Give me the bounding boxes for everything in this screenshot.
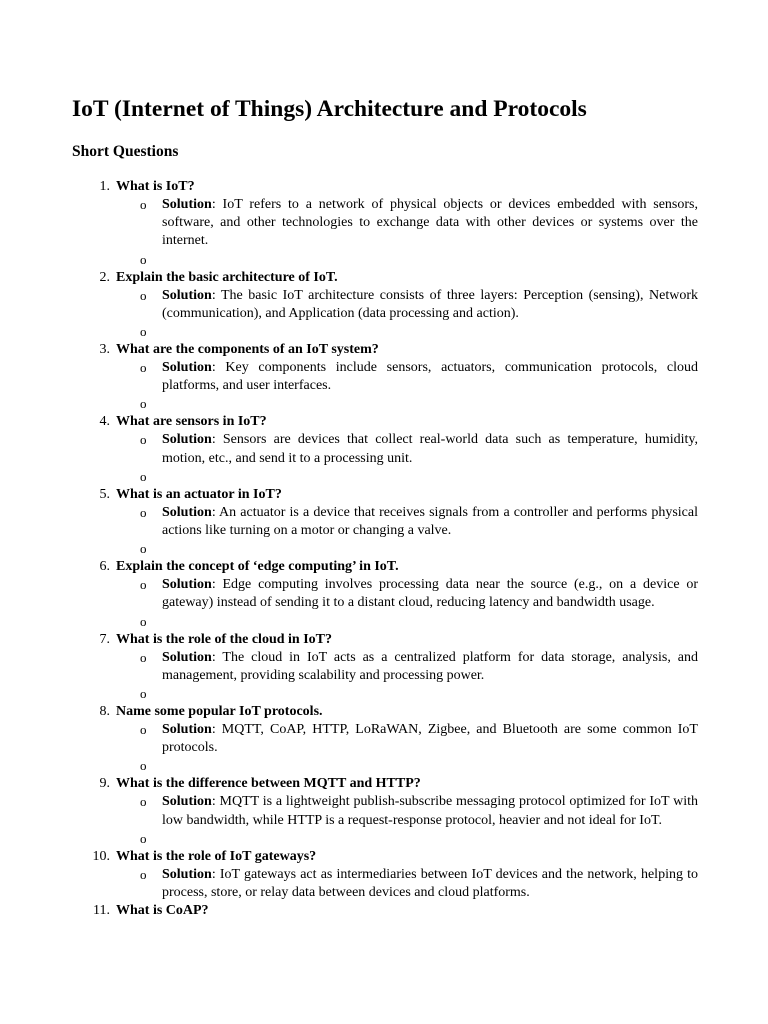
question-item (72, 775, 698, 847)
question-number: 5. (99, 486, 110, 502)
solution-label: Solution (162, 794, 212, 810)
question-number: 1. (99, 179, 110, 194)
solution-list (116, 431, 698, 485)
solution-list (116, 866, 698, 902)
solution-label: Solution (162, 504, 212, 520)
solution-item (116, 431, 698, 467)
solution-item (116, 504, 698, 540)
hollow-bullet-icon: o (140, 468, 147, 484)
solution-body (162, 287, 698, 323)
hollow-bullet-icon: o (140, 758, 147, 774)
question-text: What is IoT? (116, 179, 195, 194)
hollow-bullet-icon: o (140, 649, 147, 665)
question-number: 6. (99, 559, 110, 575)
question-number: 9. (99, 776, 110, 792)
question-item (72, 848, 698, 902)
solution-body (162, 866, 698, 902)
solution-item (116, 359, 698, 395)
question-item (72, 902, 698, 920)
solution-body (162, 504, 698, 540)
question-text: What is the role of the cloud in IoT? (116, 631, 332, 647)
question-text: What are sensors in IoT? (116, 414, 267, 430)
solution-label: Solution (162, 197, 212, 212)
question-number: 7. (99, 631, 110, 647)
hollow-bullet-icon: o (140, 866, 147, 882)
hollow-bullet-icon: o (140, 794, 147, 810)
solution-list (116, 196, 698, 269)
hollow-bullet-icon: o (140, 722, 147, 738)
hollow-bullet-icon: o (140, 287, 147, 303)
solution-body (162, 359, 698, 395)
solution-item (116, 793, 698, 829)
hollow-bullet-icon: o (140, 432, 147, 448)
question-item (72, 413, 698, 485)
question-item (72, 631, 698, 703)
hollow-bullet-icon: o (140, 577, 147, 593)
question-item (72, 341, 698, 413)
hollow-bullet-icon: o (140, 324, 147, 340)
question-number: 3. (99, 342, 110, 358)
hollow-bullet-icon: o (140, 686, 147, 702)
empty-bullet-item (116, 685, 698, 703)
solution-body (162, 431, 698, 467)
question-item (72, 558, 698, 630)
question-number: 11. (93, 903, 110, 919)
hollow-bullet-icon: o (140, 613, 147, 629)
question-item (72, 486, 698, 558)
solution-text: : An actuator is a device that receives signals from a controller and performs physical actions like turning on a motor or changing a valve. (162, 504, 698, 539)
solution-list (116, 649, 698, 703)
question-number: 10. (92, 848, 110, 864)
question-text: What are the components of an IoT system? (116, 342, 379, 358)
solution-label: Solution (162, 287, 212, 303)
solution-list (116, 721, 698, 775)
solution-text: : IoT gateways act as intermediaries between IoT devices and the network, helping to process, store, or relay data between devices and cloud platforms. (162, 866, 698, 901)
solution-text: : Edge computing involves processing data near the source (e.g., on a device or gateway) instead of sending it to a distant cloud, reducing latency and bandwidth usage. (162, 577, 698, 611)
solution-list (116, 793, 698, 847)
empty-bullet-item (116, 613, 698, 631)
solution-list (116, 287, 698, 341)
question-text: What is an actuator in IoT? (116, 486, 282, 502)
document-page (72, 92, 698, 920)
hollow-bullet-icon: o (140, 541, 147, 557)
solution-text: : MQTT, CoAP, HTTP, LoRaWAN, Zigbee, and Bluetooth are some common IoT protocols. (162, 722, 698, 756)
question-text: What is the difference between MQTT and HTTP? (116, 776, 421, 792)
empty-bullet-item (116, 251, 698, 269)
solution-item (116, 287, 698, 323)
empty-bullet-item (116, 830, 698, 848)
question-item (72, 269, 698, 341)
question-item (72, 703, 698, 775)
hollow-bullet-icon: o (140, 396, 147, 412)
solution-text: : Sensors are devices that collect real-world data such as temperature, humidity, motion, etc., and send it to a processing unit. (162, 432, 698, 466)
hollow-bullet-icon: o (140, 504, 147, 520)
solution-label: Solution (162, 577, 212, 593)
solution-item (116, 649, 698, 685)
solution-body (162, 793, 698, 829)
solution-label: Solution (162, 722, 212, 738)
question-text: What is CoAP? (116, 903, 209, 919)
solution-text: : Key components include sensors, actuators, communication protocols, cloud platforms, and user interfaces. (162, 360, 698, 394)
solution-label: Solution (162, 866, 212, 882)
solution-label: Solution (162, 649, 212, 665)
hollow-bullet-icon: o (140, 830, 147, 846)
solution-label: Solution (162, 432, 212, 448)
solution-text: : IoT refers to a network of physical objects or devices embedded with sensors, software, and other technologies to exchange data with other devices or systems over the internet. (162, 197, 698, 249)
section-heading: Short Questions (72, 143, 179, 160)
empty-bullet-item (116, 468, 698, 486)
solution-label: Solution (162, 360, 212, 376)
empty-bullet-item (116, 540, 698, 558)
question-list (72, 178, 698, 920)
solution-item (116, 721, 698, 757)
solution-item (116, 196, 698, 251)
question-text: What is the role of IoT gateways? (116, 848, 317, 864)
empty-bullet-item (116, 757, 698, 775)
document-title: IoT (Internet of Things) Architecture and Protocols (72, 96, 587, 122)
solution-text: : The basic IoT architecture consists of three layers: Perception (sensing), Network (communication), and Application (data processing and action). (162, 287, 698, 321)
question-text: Name some popular IoT protocols. (116, 704, 323, 720)
empty-bullet-item (116, 323, 698, 341)
question-text: Explain the basic architecture of IoT. (116, 269, 338, 285)
solution-body (162, 576, 698, 612)
solution-list (116, 359, 698, 413)
question-number: 2. (99, 269, 110, 285)
question-text: Explain the concept of ‘edge computing’ in IoT. (116, 559, 399, 575)
solution-text: : MQTT is a lightweight publish-subscribe messaging protocol optimized for IoT with low bandwidth, while HTTP is a request-response protocol, heavier and not ideal for IoT. (162, 794, 698, 828)
solution-list (116, 576, 698, 630)
question-number: 8. (99, 704, 110, 720)
solution-item (116, 866, 698, 902)
hollow-bullet-icon: o (140, 360, 147, 376)
question-number: 4. (99, 414, 110, 430)
solution-text: : The cloud in IoT acts as a centralized platform for data storage, analysis, and management, providing scalability and processing power. (162, 649, 698, 683)
solution-item (116, 576, 698, 612)
solution-body (162, 649, 698, 685)
question-item (72, 178, 698, 269)
hollow-bullet-icon: o (140, 197, 147, 212)
solution-body (162, 196, 698, 251)
empty-bullet-item (116, 395, 698, 413)
solution-list (116, 504, 698, 558)
hollow-bullet-icon: o (140, 251, 147, 267)
solution-body (162, 721, 698, 757)
